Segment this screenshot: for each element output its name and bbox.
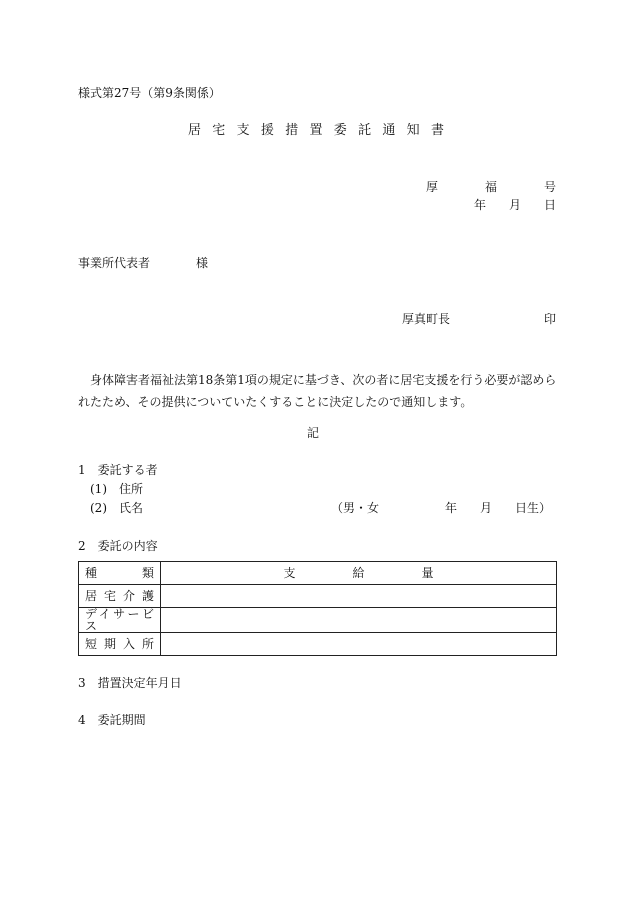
issuer-name: 厚真町長 bbox=[402, 312, 451, 326]
seal-mark: 印 bbox=[544, 312, 557, 326]
header-kind-cell bbox=[79, 562, 161, 585]
form-label: 様式第27号（第9条関係） bbox=[78, 86, 221, 100]
ki-marker: 記 bbox=[307, 426, 320, 440]
section-4-heading: 4 委託期間 bbox=[78, 713, 146, 727]
header-amount: 支給量 bbox=[283, 566, 434, 580]
table-row bbox=[79, 633, 557, 656]
header-amount-cell bbox=[161, 562, 557, 585]
row-kind-cell bbox=[79, 633, 161, 656]
birth-year-label: 年 bbox=[445, 501, 458, 515]
header-kind: 種類 bbox=[85, 566, 154, 580]
issue-date bbox=[474, 199, 556, 211]
birth-month-label: 月 bbox=[480, 501, 493, 515]
doc-number-prefix: 厚 bbox=[426, 180, 439, 194]
addressee-honorific: 様 bbox=[196, 256, 209, 270]
doc-number-dept: 福 bbox=[484, 180, 497, 194]
issue-date-day: 日 bbox=[543, 198, 556, 212]
section-1-name-label: (2) 氏名 bbox=[90, 501, 143, 515]
section-3-heading: 3 措置決定年月日 bbox=[78, 676, 182, 690]
issue-date-month: 月 bbox=[508, 198, 521, 212]
row-amount-cell bbox=[161, 585, 557, 608]
section-1-heading: 1 委託する者 bbox=[78, 463, 158, 477]
doc-number-suffix: 号 bbox=[543, 180, 556, 194]
row-short-stay: 短期入所 bbox=[85, 637, 154, 651]
section-2-heading: 2 委託の内容 bbox=[78, 539, 158, 553]
body-paragraph: 身体障害者福祉法第18条第1項の規定に基づき、次の者に居宅支援を行う必要が認められたため、その提供についていたくすることに決定したので通知します。 bbox=[78, 373, 557, 409]
table-row bbox=[79, 585, 557, 608]
addressee-name: 事業所代表者 bbox=[78, 256, 151, 270]
document-title: 居宅支援措置委託通知書 bbox=[188, 123, 444, 138]
row-amount-cell bbox=[161, 633, 557, 656]
row-day-service: デイサービス bbox=[85, 607, 154, 633]
gender-options: （男・女 bbox=[331, 501, 380, 515]
content-table bbox=[78, 561, 557, 656]
row-home-care: 居宅介護 bbox=[85, 589, 154, 603]
issue-date-year: 年 bbox=[474, 198, 487, 212]
row-amount-cell bbox=[161, 608, 557, 633]
table-row bbox=[79, 608, 557, 633]
row-kind-cell bbox=[79, 585, 161, 608]
row-kind-cell bbox=[79, 608, 161, 633]
section-1-address-label: (1) 住所 bbox=[90, 482, 143, 496]
birth-day-label: 日生） bbox=[515, 501, 552, 515]
document-number bbox=[426, 181, 556, 193]
table-header-row bbox=[79, 562, 557, 585]
